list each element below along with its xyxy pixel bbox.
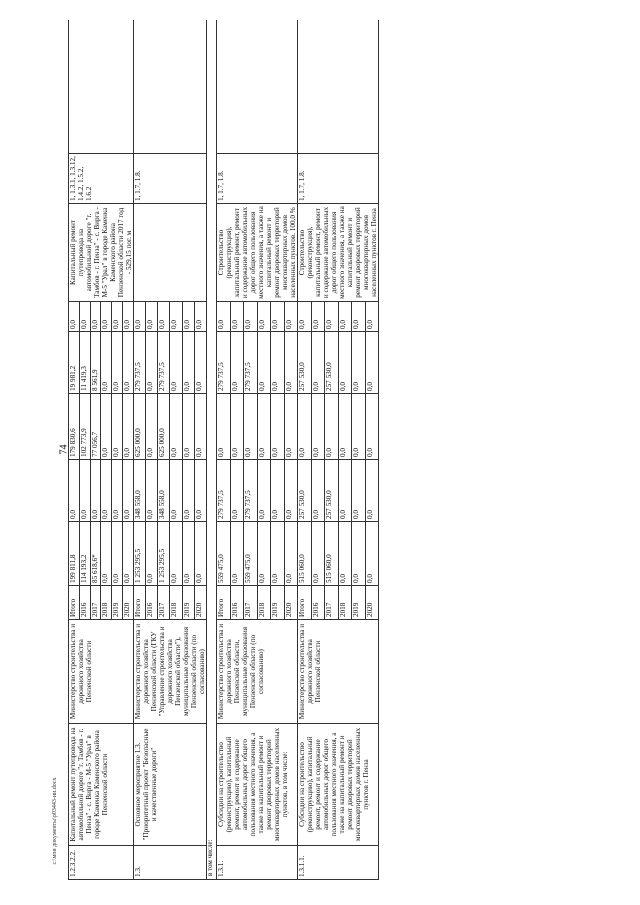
indicator-link: 1, 1.7, 1.8. (298, 154, 379, 204)
total-value: 559 475,0 (217, 522, 231, 586)
other-value: 0,0 (271, 302, 285, 332)
regional-value: 0,0 (338, 394, 352, 460)
total-value: 0,0 (352, 522, 366, 586)
other-value: 0,0 (79, 302, 90, 332)
total-value: 0,0 (230, 522, 244, 586)
year-label: 2020 (284, 586, 298, 620)
regional-value: 0,0 (101, 394, 112, 460)
other-value: 0,0 (134, 302, 146, 332)
year-label: 2019 (112, 586, 123, 620)
table-wrapper (68, 20, 608, 880)
measure-name: Основное мероприятие 1.3. "Приоритетный проект "Безопасные и качественные дороги" (134, 724, 207, 846)
other-value: 0,0 (311, 302, 325, 332)
spacer-cell (298, 20, 379, 154)
regional-value: 625 000,0 (158, 394, 170, 460)
regional-value: 102 773,9 (79, 394, 90, 460)
regional-value: 0,0 (230, 394, 244, 460)
year-label: 2016 (230, 586, 244, 620)
regional-value: 0,0 (123, 394, 134, 460)
regional-value: 0,0 (311, 394, 325, 460)
table-body (69, 20, 379, 880)
year-label: 2017 (90, 586, 101, 620)
total-value: 0,0 (365, 522, 379, 586)
total-value: 1 253 295,5 (158, 522, 170, 586)
total-value: 0,0 (146, 522, 158, 586)
federal-value: 0,0 (123, 460, 134, 522)
in-that-number-label: в том числе: (207, 20, 217, 880)
federal-value: 0,0 (284, 460, 298, 522)
table-row (298, 20, 312, 880)
federal-value: 0,0 (271, 460, 285, 522)
year-label: 2018 (170, 586, 182, 620)
local-value: 0,0 (365, 332, 379, 394)
total-value: 0,0 (112, 522, 123, 586)
local-value: 0,0 (101, 332, 112, 394)
indicator-link: 1, 1.7, 1.8. (134, 154, 207, 204)
year-label: 2017 (325, 586, 339, 620)
other-value: 0,0 (217, 302, 231, 332)
local-value: 11 419,3 (79, 332, 90, 394)
executor: Министерство строительства и дорожного хозяйства Пензенской области (298, 620, 379, 724)
year-label: 2020 (365, 586, 379, 620)
other-value: 0,0 (325, 302, 339, 332)
local-value: 0,0 (182, 332, 194, 394)
year-label: 2017 (244, 586, 258, 620)
indicator-link: 1, 1.3.1, 1.3.12, 1.4.2, 1.5.2, 1.6.2 (69, 154, 134, 204)
total-value: 114 193,2 (79, 522, 90, 586)
federal-value: 0,0 (112, 460, 123, 522)
executor: Министерство строительства и дорожного хозяйства Пензенской области, муниципальные образования Пензенской области (по согласованию) (217, 620, 298, 724)
other-value: 0,0 (365, 302, 379, 332)
result-indicator: Капитальный ремонт путепровода на автомобильной дороге "г. Тамбов - г. Пенза" - с. Вирга - М-5 "Урал" в городе Каменка Каменского района Пензенской области 2017 год - 529,15 пог. м (69, 204, 134, 302)
federal-value: 348 558,0 (134, 460, 146, 522)
federal-value: 0,0 (90, 460, 101, 522)
federal-value: 257 530,0 (298, 460, 312, 522)
federal-value: 0,0 (182, 460, 194, 522)
year-label: Итого (69, 586, 80, 620)
regional-value: 0,0 (325, 394, 339, 460)
result-indicator (134, 204, 207, 302)
year-label: Итого (298, 586, 312, 620)
other-value: 0,0 (69, 302, 80, 332)
federal-value: 0,0 (170, 460, 182, 522)
spacer-cell (217, 20, 298, 154)
footer-path: c:\мои документы\p03443-ии.docx (52, 777, 58, 865)
table-row (217, 20, 231, 880)
regional-value: 0,0 (170, 394, 182, 460)
year-label: 2018 (101, 586, 112, 620)
year-label: Итого (217, 586, 231, 620)
local-value: 0,0 (123, 332, 134, 394)
year-label: 2020 (123, 586, 134, 620)
regional-value: 179 830,6 (69, 394, 80, 460)
regional-value: 0,0 (146, 394, 158, 460)
total-value: 0,0 (101, 522, 112, 586)
local-value: 279 737,5 (244, 332, 258, 394)
federal-value: 257 530,0 (325, 460, 339, 522)
local-value: 0,0 (230, 332, 244, 394)
measure-name: Субсидии на строительство (реконструкцию), капитальный ремонт, ремонт и содержание автомобильных дорог общего пользования местного значения, а также на капитальный ремонт и ремонт дворовых территорий многоквартирных домов населенных пунктов, в том числе: (217, 724, 298, 846)
total-value: 199 811,8 (69, 522, 80, 586)
local-value: 0,0 (170, 332, 182, 394)
total-value: 0,0 (123, 522, 134, 586)
local-value: 8 561,9 (90, 332, 101, 394)
local-value: 257 530,0 (298, 332, 312, 394)
total-value: 85 618,6* (90, 522, 101, 586)
federal-value: 279 737,5 (217, 460, 231, 522)
row-number: 1.3. (134, 846, 207, 880)
row-number: 1.3.1.1. (298, 846, 379, 880)
total-value: 0,0 (257, 522, 271, 586)
federal-value: 0,0 (79, 460, 90, 522)
regional-value: 77 056,7 (90, 394, 101, 460)
year-label: 2020 (194, 586, 206, 620)
local-value: 0,0 (352, 332, 366, 394)
year-label: 2018 (338, 586, 352, 620)
year-label: 2016 (79, 586, 90, 620)
table-row (69, 20, 80, 880)
regional-value: 0,0 (257, 394, 271, 460)
indicator-link: 1, 1.7, 1.8. (217, 154, 298, 204)
year-label: 2019 (182, 586, 194, 620)
federal-value: 0,0 (311, 460, 325, 522)
local-value: 279 737,5 (158, 332, 170, 394)
federal-value: 348 558,0 (158, 460, 170, 522)
federal-value: 0,0 (101, 460, 112, 522)
year-label: 2016 (311, 586, 325, 620)
page-number: 74 (58, 444, 70, 455)
total-value: 515 060,0 (325, 522, 339, 586)
executor: Министерство строительства и дорожного хозяйства Пензенской области (69, 620, 134, 724)
year-label: 2018 (257, 586, 271, 620)
rotated-table-area (68, 20, 608, 880)
local-value: 0,0 (311, 332, 325, 394)
other-value: 0,0 (170, 302, 182, 332)
local-value: 0,0 (194, 332, 206, 394)
measure-name: Субсидии на строительство (реконструкцию), капитальный ремонт, ремонт и содержание автомобильных дорог общего пользования местного значения, а также на капитальный ремонт и ремонт дворовых территорий многоквартирных домов населенных пунктов г. Пенза (298, 724, 379, 846)
regional-value: 625 000,0 (134, 394, 146, 460)
federal-value: 279 737,5 (244, 460, 258, 522)
regional-value: 0,0 (217, 394, 231, 460)
regional-value: 0,0 (298, 394, 312, 460)
other-value: 0,0 (123, 302, 134, 332)
federal-value: 0,0 (338, 460, 352, 522)
other-value: 0,0 (194, 302, 206, 332)
regional-value: 0,0 (194, 394, 206, 460)
federal-value: 0,0 (352, 460, 366, 522)
result-indicator: Строительство (реконструкция), капитальный ремонт, ремонт и содержание автомобильных дорог общего пользования местного значения, а также на капитальный ремонт и ремонт дворовых территорий многоквартирных домов населенных пунктов. 100,0 % (217, 204, 298, 302)
local-value: 257 530,0 (325, 332, 339, 394)
regional-value: 0,0 (352, 394, 366, 460)
program-table (68, 20, 379, 880)
other-value: 0,0 (338, 302, 352, 332)
in-that-number-row (207, 20, 217, 880)
local-value: 0,0 (284, 332, 298, 394)
other-value: 0,0 (257, 302, 271, 332)
executor: Министерство строительства и дорожного хозяйства Пензенской области (ГКУ "Управление строительства и дорожного хозяйства Пензенской области"), муниципальные образования Пензенской области (по согласованию) (134, 620, 207, 724)
row-number: 1.2.3.2.2. (69, 846, 134, 880)
year-label: 2019 (352, 586, 366, 620)
year-label: 2019 (271, 586, 285, 620)
federal-value: 0,0 (194, 460, 206, 522)
other-value: 0,0 (182, 302, 194, 332)
total-value: 0,0 (170, 522, 182, 586)
total-value: 515 060,0 (298, 522, 312, 586)
local-value: 0,0 (257, 332, 271, 394)
other-value: 0,0 (298, 302, 312, 332)
local-value: 0,0 (146, 332, 158, 394)
other-value: 0,0 (352, 302, 366, 332)
year-label: 2016 (146, 586, 158, 620)
regional-value: 0,0 (112, 394, 123, 460)
table-row (134, 20, 146, 880)
other-value: 0,0 (146, 302, 158, 332)
year-label: 2017 (158, 586, 170, 620)
total-value: 0,0 (271, 522, 285, 586)
other-value: 0,0 (244, 302, 258, 332)
regional-value: 0,0 (244, 394, 258, 460)
year-label: Итого (134, 586, 146, 620)
local-value: 279 737,5 (134, 332, 146, 394)
spacer-cell (69, 20, 134, 154)
measure-name: Капитальный ремонт путепровода на автомобильной дороге "г. Тамбов - г. Пенза" - с. Вирга - М-5 "Урал" в городе Каменка Каменского района Пензенской области (69, 724, 134, 846)
other-value: 0,0 (158, 302, 170, 332)
other-value: 0,0 (101, 302, 112, 332)
total-value: 0,0 (194, 522, 206, 586)
regional-value: 0,0 (284, 394, 298, 460)
spacer-cell (134, 20, 207, 154)
federal-value: 0,0 (146, 460, 158, 522)
federal-value: 0,0 (257, 460, 271, 522)
local-value: 0,0 (112, 332, 123, 394)
total-value: 0,0 (338, 522, 352, 586)
total-value: 0,0 (182, 522, 194, 586)
total-value: 0,0 (311, 522, 325, 586)
regional-value: 0,0 (365, 394, 379, 460)
other-value: 0,0 (90, 302, 101, 332)
local-value: 279 737,5 (217, 332, 231, 394)
other-value: 0,0 (284, 302, 298, 332)
regional-value: 0,0 (271, 394, 285, 460)
local-value: 19 981,2 (69, 332, 80, 394)
other-value: 0,0 (230, 302, 244, 332)
total-value: 1 253 295,5 (134, 522, 146, 586)
result-indicator: Строительство (реконструкция), капитальный ремонт, ремонт и содержание автомобильных дорог общего пользования местного значения, а также на капитальный ремонт и ремонт дворовых территорий многоквартирных домов населенных пунктов г. Пенза (298, 204, 379, 302)
other-value: 0,0 (112, 302, 123, 332)
federal-value: 0,0 (365, 460, 379, 522)
regional-value: 0,0 (182, 394, 194, 460)
local-value: 0,0 (338, 332, 352, 394)
total-value: 0,0 (284, 522, 298, 586)
federal-value: 0,0 (69, 460, 80, 522)
total-value: 559 475,0 (244, 522, 258, 586)
local-value: 0,0 (271, 332, 285, 394)
row-number: 1.3.1. (217, 846, 298, 880)
federal-value: 0,0 (230, 460, 244, 522)
